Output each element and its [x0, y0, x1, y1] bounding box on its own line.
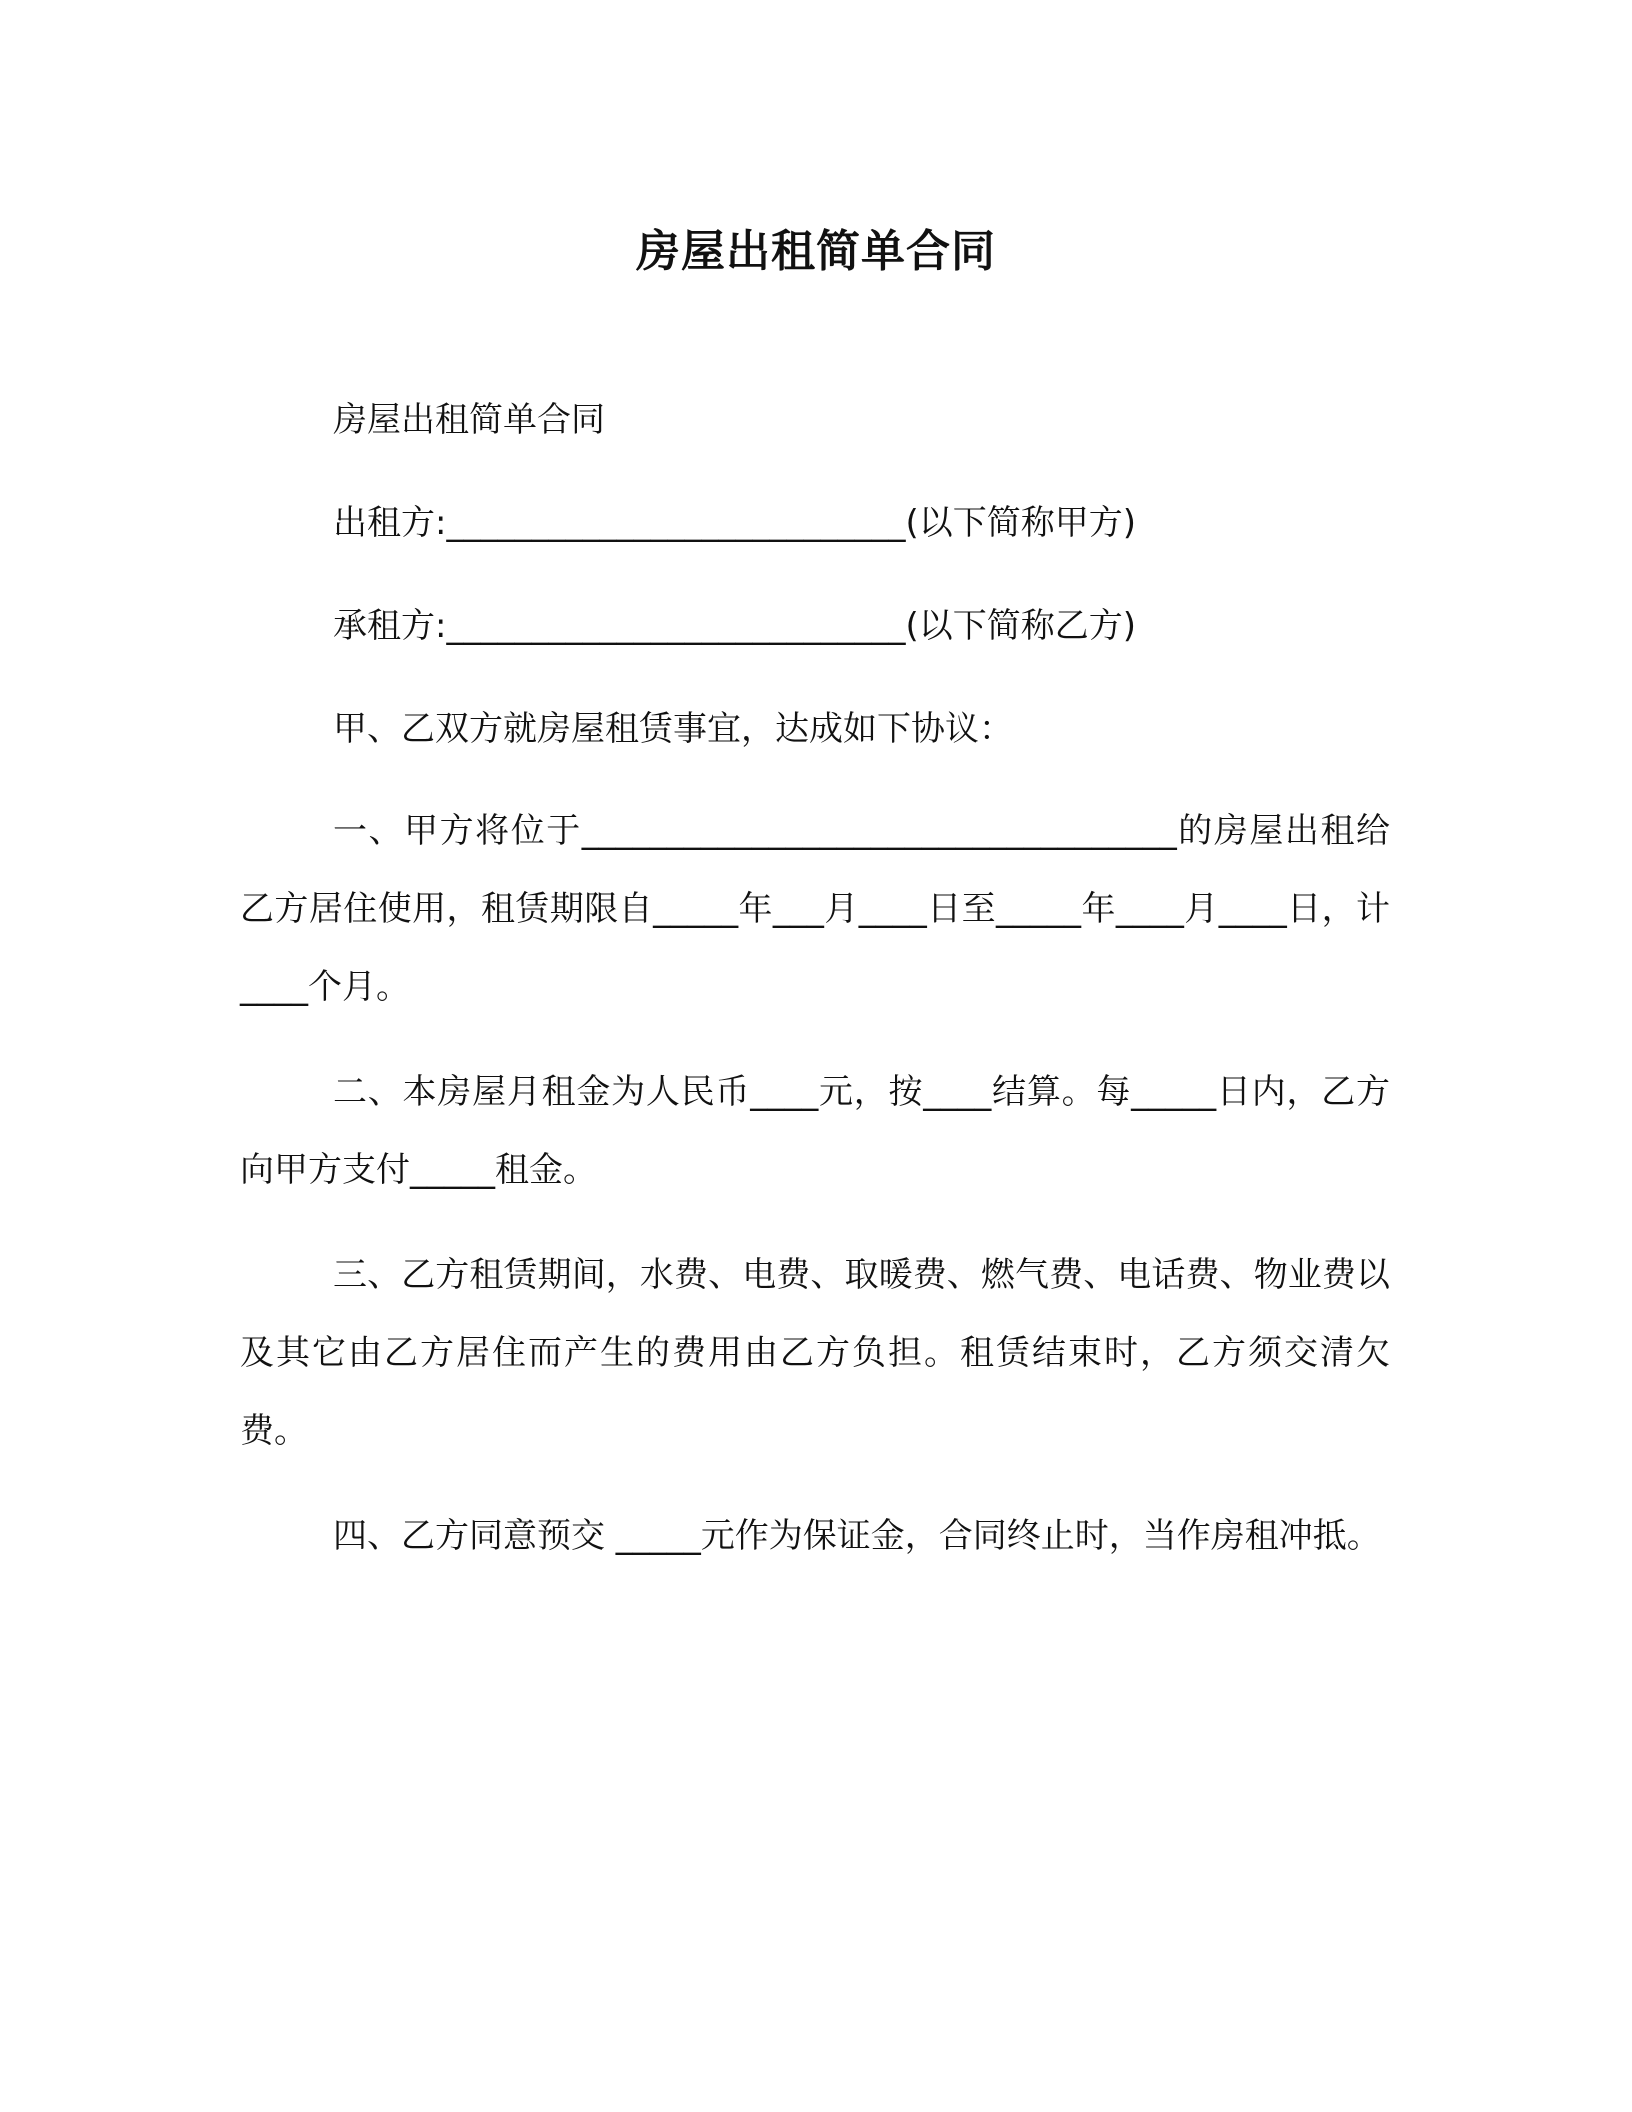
clause-1-lease-term: 一、甲方将位于___________________________________的房屋出租给乙方居住使用，租赁期限自_____年___月____日至_____年____月____日，计____个月。 — [240, 811, 1390, 1007]
lessee-line: 承租方:___________________________(以下简称乙方) — [333, 606, 1136, 646]
agreement-intro: 甲、乙双方就房屋租赁事宜，达成如下协议： — [333, 709, 1013, 749]
lessor-line: 出租方:___________________________(以下简称甲方) — [333, 503, 1136, 543]
document-subtitle: 房屋出租简单合同 — [333, 400, 605, 440]
clause-3-expenses: 三、乙方租赁期间，水费、电费、取暖费、燃气费、电话费、物业费以及其它由乙方居住而产生的费用由乙方负担。租赁结束时，乙方须交清欠费。 — [240, 1255, 1390, 1451]
clause-2-rent: 二、本房屋月租金为人民币____元，按____结算。每_____日内，乙方向甲方支付_____租金。 — [240, 1072, 1390, 1190]
document-title: 房屋出租简单合同 — [636, 226, 996, 277]
clause-4-deposit: 四、乙方同意预交 _____元作为保证金，合同终止时，当作房租冲抵。 — [333, 1516, 1381, 1556]
